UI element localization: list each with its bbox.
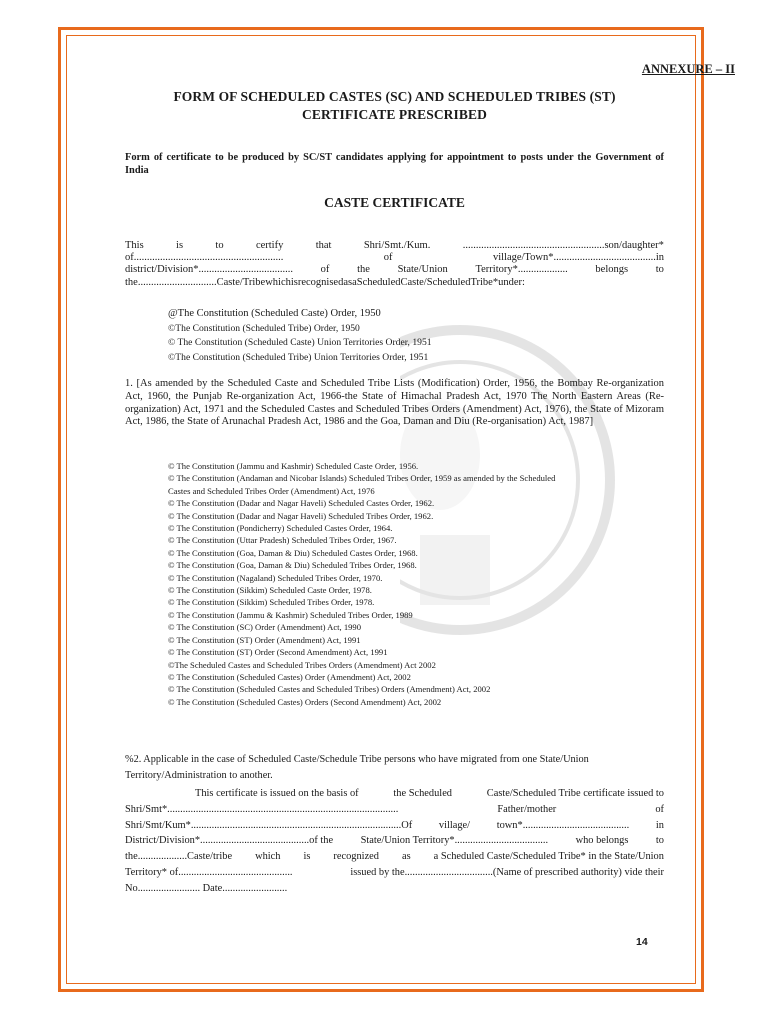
list-item: © The Constitution (Sikkim) Scheduled Caste Order, 1978.: [168, 585, 372, 596]
list-item: © The Constitution (Pondicherry) Scheduled Castes Order, 1964.: [168, 523, 393, 534]
word: of: [320, 264, 330, 276]
final-line1: [125, 786, 664, 802]
issuance-paragraph: [125, 786, 664, 897]
list-item: ©The Constitution (Scheduled Tribe) Order, 1950: [168, 322, 360, 334]
list-item: © The Constitution (Jammu & Kashmir) Scheduled Tribes Order, 1989: [168, 609, 413, 620]
word: Caste/Scheduled Tribe certificate issued to: [486, 788, 664, 799]
list-item: © The Constitution (Jammu and Kashmir) Scheduled Caste Order, 1956.: [168, 461, 419, 471]
word: which: [255, 851, 281, 863]
migration-note: %2. Applicable in the case of Scheduled Caste/Schedule Tribe persons who have migrated from one State/Union Territory/Administration to another.: [125, 754, 589, 781]
word: the Scheduled: [393, 788, 452, 799]
word: This certificate is issued on the basis of: [195, 788, 359, 799]
word: to: [655, 835, 664, 847]
list-item: © The Constitution (Goa, Daman & Diu) Scheduled Castes Order, 1968.: [168, 547, 418, 558]
list-item: © The Constitution (ST) Order (Amendment) Act, 1991: [168, 634, 361, 645]
word: village/: [438, 819, 471, 831]
word: who belongs: [575, 835, 629, 847]
word: to: [215, 240, 224, 251]
list-item: © The Constitution (Dadar and Nagar Haveli) Scheduled Tribes Order, 1962.: [168, 510, 434, 521]
intro-text: Form of certificate to be produced by SC/ST candidates applying for appointment to posts under the Government of India: [125, 152, 664, 176]
word: the...................Caste/tribe: [125, 851, 233, 863]
list-item: Castes and Scheduled Tribes Order (Amendment) Act, 1976: [168, 485, 375, 496]
word: of: [383, 252, 393, 264]
word: Territory* of............................................: [125, 866, 293, 878]
para1-line2: [125, 252, 664, 264]
page-number: 14: [636, 936, 648, 948]
list-item: © The Constitution (Scheduled Castes) Orders (Second Amendment) Act, 2002: [168, 696, 442, 707]
list-item: ©The Constitution (Scheduled Tribe) Union Territories Order, 1951: [168, 351, 429, 363]
document-title: [125, 88, 664, 124]
list-item: © The Constitution (Nagaland) Scheduled Tribes Order, 1970.: [168, 572, 383, 583]
word: a Scheduled Caste/Scheduled Tribe* in the State/Union: [433, 851, 664, 863]
list-item: © The Constitution (Scheduled Castes) Order (Amendment) Act, 2002: [168, 671, 411, 682]
word: District/Division*..........................................of the: [125, 835, 334, 847]
final-line7: No........................ Date.........................: [125, 882, 288, 894]
annexure-label: ANNEXURE – II: [641, 62, 735, 76]
word: is: [303, 851, 311, 863]
word: ......................................................son/daughter*: [462, 240, 664, 251]
word: State/Union Territory*....................................: [360, 835, 549, 847]
list-item: © The Constitution (SC) Order (Amendment) Act, 1990: [168, 622, 362, 633]
amendment-orders-list: [168, 460, 648, 708]
para1-line4: the..............................Caste/TribewhichisrecognisedasaScheduledCaste/ScheduledTribe*under:: [125, 276, 525, 288]
title-line-2: CERTIFICATE PRESCRIBED: [302, 107, 487, 122]
constitution-orders-list: [168, 307, 432, 365]
word: certify: [255, 240, 284, 251]
title-line-1: FORM OF SCHEDULED CASTES (SC) AND SCHEDULED TRIBES (ST): [173, 89, 616, 104]
word: State/Union: [397, 264, 448, 276]
word: Father/mother: [497, 803, 557, 815]
word: recognized: [333, 851, 379, 863]
word: in: [655, 819, 664, 831]
word: town*.........................................: [496, 819, 630, 831]
word: is: [176, 240, 184, 251]
list-item: © The Constitution (ST) Order (Second Amendment) Act, 1991: [168, 647, 388, 658]
list-item: © The Constitution (Goa, Daman & Diu) Scheduled Tribes Order, 1968.: [168, 560, 417, 571]
final-line6: [125, 865, 664, 881]
para1-line1: [125, 240, 664, 252]
final-line3: [125, 818, 664, 834]
word: Shri/Smt./Kum.: [363, 240, 431, 251]
word: This: [125, 240, 144, 251]
word: the: [357, 264, 370, 276]
list-item: © The Constitution (Dadar and Nagar Haveli) Scheduled Castes Order, 1962.: [168, 498, 435, 509]
word: district/Division*....................................: [125, 264, 293, 276]
word: village/Town*.......................................in: [492, 252, 664, 264]
word: belongs: [595, 264, 629, 276]
certificate-paragraph: [125, 240, 664, 289]
para1-line3: [125, 264, 664, 276]
list-item: ©The Scheduled Castes and Scheduled Tribes Orders (Amendment) Act 2002: [168, 659, 436, 670]
word: that: [315, 240, 332, 251]
list-item: © The Constitution (Scheduled Castes and Scheduled Tribes) Orders (Amendment) Act, 2002: [168, 684, 491, 695]
word: Territory*...................: [475, 264, 568, 276]
final-line2: [125, 802, 664, 818]
certificate-heading: CASTE CERTIFICATE: [324, 195, 465, 210]
final-line4: [125, 833, 664, 849]
list-item: © The Constitution (Sikkim) Scheduled Tribes Order, 1978.: [168, 597, 375, 608]
final-line5: [125, 849, 664, 865]
word: of: [655, 803, 664, 815]
word: to: [655, 264, 664, 276]
list-item: © The Constitution (Andaman and Nicobar Islands) Scheduled Tribes Order, 1959 as amended by the Scheduled: [168, 473, 556, 484]
list-item: © The Constitution (Scheduled Caste) Union Territories Order, 1951: [168, 337, 432, 348]
word: as: [401, 851, 411, 863]
list-item: @The Constitution (Scheduled Caste) Order, 1950: [168, 308, 381, 319]
word: Shri/Smt/Kum*.................................................................................Of: [125, 819, 413, 831]
list-item: © The Constitution (Uttar Pradesh) Scheduled Tribes Order, 1967.: [168, 535, 397, 546]
word: Shri/Smt*.........................................................................................: [125, 803, 399, 815]
word: of.........................................................: [125, 252, 284, 264]
amendment-paragraph: 1. [As amended by the Scheduled Caste and Scheduled Tribe Lists (Modification) Order, 1956, the Bombay Re-organization Act, 1960, the Punjab Re-organization Act, 1966-the State of Himachal Pradesh Act, 1970 The North Eastern Areas (Re-organization) Act, 1971 and the Scheduled Castes and Scheduled Tribes Orders (Amendment) Act, 1976), the State of Mizoram Act, 1986, the State of Arunachal Pradesh Act, 1986 and the Goa, Daman and Diu (Re-organisation) Act, 1987]: [125, 378, 664, 428]
word: issued by the..................................(Name of prescribed authority) vide their: [350, 866, 664, 878]
